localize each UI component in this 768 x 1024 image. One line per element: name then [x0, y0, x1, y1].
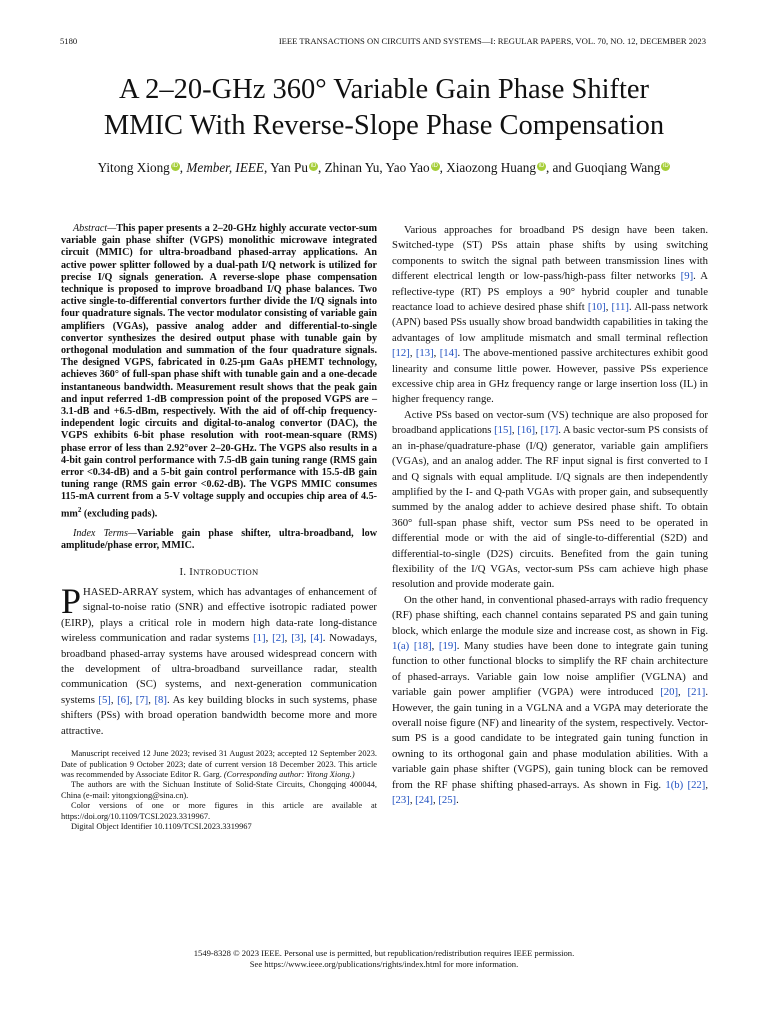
- orcid-icon[interactable]: iD: [310, 162, 317, 169]
- citation-link[interactable]: [21]: [687, 686, 706, 699]
- page-number: 5180: [60, 36, 78, 46]
- citation-link[interactable]: [18]: [413, 639, 432, 652]
- text-run: . Many studies have been done to integrate gain tuning function to other functional blocks to simplify the RF chain architecture of phased-arrays. Variable gain low noise amplifier (VGLNA) and variable gain power amplifier (VGPA) were introduced: [392, 639, 708, 699]
- figure-link[interactable]: 1(a): [392, 639, 410, 652]
- body-paragraph: Various approaches for broadband PS design have been taken. Switched-type (ST) PSs attain phase shifts by using switching components to switch the signal path between transmission lines with different electrical length or low-pass/high-pass filter networks [9]. A reflective-type (RT) PS employs a 90° hybrid coupler and tunable reactance load to achieve desired phase shift [10], [11]. All-pass network (APN) based PSs usually show broad bandwidth capabilities in taking the advantages of low amplitude mismatch and small terminal reflection [12], [13], [14]. The above-mentioned passive architectures exhibit good linearity and consume little power. However, passive PSs experience excessive chip area in GHz frequency range or large insertion loss (IL) in higher frequency range.: [392, 224, 709, 406]
- citation-link[interactable]: [14]: [439, 347, 458, 360]
- footnote-color-versions: Color versions of one or more figures in this article are available at https://doi.org/10.1109/TCSI.2023.3319967.: [61, 801, 377, 821]
- body-paragraph: Active PSs based on vector-sum (VS) technique are also proposed for broadband applications [15], [16], [17]. A basic vector-sum PS consists of an in-phase/quadrature-phase (I/Q) generator, variable gain amplifiers (VGAs), and an analog adder. The RF input signal is first converted to I and Q signals with equal amplitude. I/Q signals are then independently amplified by the I- and Q-path VGAs with proper gain, and subsequently summed by the analog adder to achieve desired phase shift. To obtain 360° full-span phase shift, vector sum PSs need to be operated in differential mode or with the aid of single-to-differential (S2D) and differential-to-single (D2S) circuits. Benefited from the gain tuning flexibility of the I/Q VGAs, vector-sum PSs cam achieve high phase resolution and provide moderate gain.: [392, 408, 709, 591]
- footnote-affiliation: The authors are with the Sichuan Institute of Solid-State Circuits, Chongqing 400044, China (e-mail: yitongxiong@sina.cn).: [61, 780, 377, 800]
- left-column: [61, 223, 377, 832]
- citation-link[interactable]: [11]: [611, 301, 629, 314]
- text-run: . All-pass network (APN) based PSs usually show broad bandwidth capabilities in taking the advantages of low amplitude mismatch and small terminal reflection: [392, 301, 708, 344]
- orcid-icon[interactable]: iD: [538, 162, 545, 169]
- abstract-text: This paper presents a 2–20-GHz highly accurate vector-sum variable gain phase shifter (VGPS) monolithic microwave integrated circuit (MMIC) for ultra-broadband phased-array applications. An active power splitter followed by a dual-path I/Q network is utilized for precise I/Q signals generation. A reverse-slope phase compensation technique is proposed to improve broadband I/Q phase balances. Two active single-to-differential convertors further divide the I/Q signals into four quadrature signals. The vector modulator consisting of variable gain amplifiers (VGAs), passive analog adder and differential-to-single convertor synthesizes the desired output phase with tunable gain by orthogonal modulation and summation of the four quadrature signals. The designed VGPS, fabricated in 0.25-μm GaAs pHEMT technology, achieves 360° of full-span phase shift with tunable gain and a one-decade instantaneous bandwidth. Measurement result shows that the peak gain and input referred 1-dB compression point of the proposed VGPS are –3.1-dB and +6.5-dBm, respectively. With the aid of off-chip frequency-independent logic circuits and digital-to-analog convertor (DAC), the VGPS exhibits 6-bit phase resolution with root-mean-square (RMS) phase error of less than 2.92°over 2–20-GHz. The VGPS also results in a 4-bit gain control performance with 7.5-dB gain tuning range (RMS gain error <0.34-dB) and a 5-bit gain control performance with 15.5-dB gain tuning range (RMS gain error <0.62-dB). The VGPS MMIC consumes 115-mA current from a 5-V voltage supply and occupies chip area of 4.5-mm: [61, 223, 377, 520]
- citation-link[interactable]: [24]: [415, 794, 433, 807]
- paper-title: [0, 72, 768, 144]
- abstract: [61, 223, 377, 520]
- text-run: On the other hand, in conventional phased-arrays with radio frequency (RF) phase shifting, each channel contains separated PS and gain tuning block, which enlarge the module size and increase cost, as shown in Fig.: [392, 593, 708, 637]
- text-run: . Nowadays, broadband phased-array systems have aroused widespread concern with the development of ultra-broadband surveillance radar, stealth communication (SC) systems, and next-generation communication systems: [61, 632, 378, 706]
- citation-link[interactable]: [13]: [415, 347, 434, 360]
- footnote-text: Manuscript received 12 June 2023; revised 31 August 2023; accepted 12 September 2023. Date of publication 9 October 2023; date of current version 18 December 2023. This article was recommended by Associate Editor R. Garg.: [61, 749, 377, 779]
- text-run: . As key building blocks in such systems, phase shifters (PSs) with broad operation bandwidth become more and more attractive.: [61, 693, 377, 737]
- text-run: HASED-ARRAY system, which has advantages of enhancement of signal-to-noise ratio (SNR) and effective isotropic radiated power (EIRP), plays a critical role in modern high data-rate long-distance wireless communication and radar systems: [61, 586, 377, 645]
- author-name: Xiaozong Huang: [446, 160, 536, 175]
- rights-line: See https://www.ieee.org/publications/rights/index.html for more information.: [249, 959, 519, 969]
- citation-link[interactable]: [23]: [392, 794, 410, 807]
- citation-link[interactable]: [15]: [494, 424, 512, 437]
- footnote-doi: Digital Object Identifier 10.1109/TCSI.2023.3319967: [71, 821, 252, 831]
- citation-link[interactable]: [7]: [135, 693, 149, 706]
- intro-paragraph: PHASED-ARRAY system, which has advantages of enhancement of signal-to-noise ratio (SNR) and effective isotropic radiated power (EIRP), plays a critical role in modern high data-rate long-distance wireless communication and radar systems [1], [2], [3], [4]. Nowadays, broadband phased-array systems have aroused widespread concern with the development of ultra-broadband surveillance radar, stealth communication (SC) systems, and next-generation communication systems [5], [6], [7], [8]. As key building blocks in such systems, phase shifters (PSs) with broad operation bandwidth become more and more attractive.: [61, 581, 378, 737]
- orcid-icon[interactable]: iD: [432, 162, 438, 169]
- citation-link[interactable]: [16]: [517, 424, 536, 437]
- right-column: [392, 223, 708, 808]
- section-title-rest: NTRODUCTION: [193, 566, 259, 577]
- author-conjunction: and: [552, 160, 572, 175]
- corresponding-author: (Corresponding author: Yitong Xiong.): [223, 769, 355, 779]
- author-name: Zhinan Yu: [324, 160, 380, 175]
- index-terms-label: Index Terms—: [73, 528, 137, 540]
- copyright-footer: [0, 948, 768, 970]
- citation-link[interactable]: [22]: [687, 778, 706, 791]
- text-run: .: [456, 794, 459, 807]
- section-heading-introduction: [61, 565, 377, 580]
- figure-link[interactable]: 1(b): [665, 778, 684, 791]
- abstract-label: Abstract—: [73, 223, 117, 234]
- title-line-2: MMIC With Reverse-Slope Phase Compensation: [103, 110, 665, 141]
- author-name: Yitong Xiong: [97, 160, 170, 175]
- author-name: Guoqiang Wang: [574, 160, 661, 175]
- text-run: . A reflective-type (RT) PS employs a 90° hybrid coupler and tunable reactance load to achieve desired phase shift: [392, 270, 708, 314]
- citation-link[interactable]: [6]: [117, 693, 130, 706]
- index-terms-text: Variable gain phase shifter, ultra-broadband, low amplitude/phase error, MMIC.: [61, 528, 377, 552]
- section-numeral: I.: [179, 565, 190, 578]
- author-list: Yitong Xiong iD , Member, IEEE, Yan Pu iD , Zhinan Yu, Yao Yao iD , Xiaozong Huang iD , and Guoqiang Wang iD: [97, 160, 669, 175]
- section-initial: I: [189, 565, 194, 578]
- author-name: Yan Pu: [270, 160, 308, 175]
- citation-link[interactable]: [19]: [438, 639, 457, 652]
- body-paragraph: On the other hand, in conventional phased-arrays with radio frequency (RF) phase shifting, each channel contains separated PS and gain tuning block, which enlarge the module size and increase cost, as shown in Fig. 1(a) [18], [19]. Many studies have been done to integrate gain tuning function to other functional blocks to simplify the RF chain architecture of phased-arrays. Variable gain low noise amplifier (VGLNA) and variable gain power amplifier (VGPA) were introduced [20], [21]. However, the gain tuning in a VGLNA and a VGPA may deteriorate the overall noise figure (NF) and linearity of the system, respectively. Vector-sum PS is a good candidate to be integrated gain tuning function in owning to its orthogonal gain and phase modulation abilities. With a variable gain phase shifter (VGPS), gain tuning block can be removed from the RF phase shifting phased-arrays. As shown in Fig. 1(b) [22], [23], [24], [25].: [392, 593, 708, 807]
- citation-link[interactable]: [4]: [310, 632, 323, 645]
- citation-link[interactable]: [10]: [587, 301, 606, 314]
- title-line-1: A 2–20-GHz 360° Variable Gain Phase Shifter: [118, 74, 650, 105]
- text-run: . However, the gain tuning in a VGLNA and a VGPA may deteriorate the overall noise figure (NF) and linearity of the system, respectively. Vector-sum PS is a good candidate to be integrated gain tuning function in owning to its orthogonal gain and phase modulation abilities. With a variable gain phase shifter (VGPS), gain tuning block can be removed from the RF phase shifting phased-arrays. As shown in Fig.: [392, 686, 708, 791]
- citation-link[interactable]: [8]: [154, 693, 167, 706]
- author-name: Yao Yao: [385, 160, 430, 175]
- citation-link[interactable]: [1]: [253, 632, 266, 645]
- copyright-line: 1549-8328 © 2023 IEEE. Personal use is permitted, but republication/redistribution requires IEEE permission.: [193, 948, 575, 958]
- citation-link[interactable]: [25]: [438, 794, 457, 807]
- author-role: Member, IEEE: [186, 160, 264, 175]
- index-terms: [61, 528, 377, 552]
- citation-link[interactable]: [2]: [272, 632, 285, 645]
- footnote-manuscript: [61, 749, 377, 780]
- text-run: . A basic vector-sum PS consists of an in-phase/quadrature-phase (I/Q) generator, variable gain amplifiers (VGAs), and an analog adder. The RF input signal is first converted to I and Q signals with equal amplitude. I/Q signals are then independently amplified by the I- and Q-path VGAs with proper gain, and subsequently summed by the analog adder to achieve desired phase shift. To obtain 360° full-span phase shift, vector sum PSs need to be operated in differential mode or with the aid of single-to-differential (S2D) and differential-to-single (D2S) circuits. Benefited from the gain tuning flexibility of the I/Q VGAs, vector-sum PSs cam achieve high phase resolution and provide moderate gain.: [392, 424, 709, 591]
- orcid-icon[interactable]: iD: [172, 162, 179, 169]
- text-run: Active PSs based on vector-sum (VS) technique are also proposed for broadband applications: [392, 408, 708, 437]
- citation-link[interactable]: [5]: [98, 693, 111, 706]
- citation-link[interactable]: [9]: [680, 270, 694, 283]
- citation-link[interactable]: [12]: [392, 347, 410, 360]
- citation-link[interactable]: [3]: [291, 632, 304, 645]
- text-run: Various approaches for broadband PS design have been taken. Switched-type (ST) PSs attain phase shifts by using switching components to switch the signal path between transmission lines with different electrical length or low-pass/high-pass filter networks: [392, 224, 708, 283]
- footnotes: [61, 749, 377, 832]
- abstract-tail: (excluding pads).: [81, 508, 158, 520]
- abstract-superscript: 2: [77, 505, 82, 514]
- citation-link[interactable]: [20]: [660, 686, 679, 699]
- journal-name: IEEE TRANSACTIONS ON CIRCUITS AND SYSTEMS—I: REGULAR PAPERS, VOL. 70, NO. 12, DECEMBER 2023: [278, 36, 706, 46]
- text-run: . The above-mentioned passive architectures exhibit good linearity and consume little power. However, passive PSs experience excessive chip area in GHz frequency range or large insertion loss (IL) in higher frequency range.: [392, 347, 709, 406]
- citation-link[interactable]: [17]: [540, 424, 559, 437]
- orcid-icon[interactable]: iD: [663, 162, 669, 169]
- drop-cap: P: [61, 581, 82, 622]
